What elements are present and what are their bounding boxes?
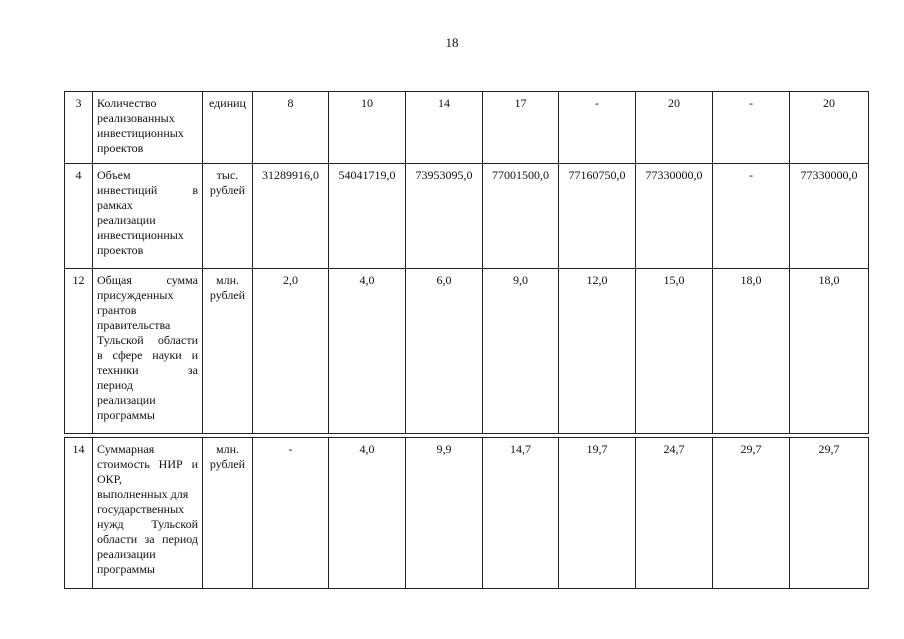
indicator-name-line: техники за <box>97 363 198 377</box>
value-cell: - <box>713 164 790 269</box>
value-cell: 12,0 <box>559 269 636 434</box>
indicator-name-line: Суммарная <box>97 442 155 456</box>
indicator-name-cell <box>93 92 203 164</box>
unit-line: рублей <box>209 457 246 471</box>
indicator-name-cell <box>93 438 203 589</box>
row-number-cell: 3 <box>65 92 93 164</box>
indicator-name-line: инвестиций в <box>97 183 198 197</box>
value-cell: 14 <box>406 92 483 164</box>
value-cell: 6,0 <box>406 269 483 434</box>
indicator-name-line: реализации <box>97 547 156 561</box>
indicator-name-line: государственных <box>97 502 185 516</box>
value-cell: 19,7 <box>559 438 636 589</box>
value-cell: 24,7 <box>636 438 713 589</box>
value-cell: 4,0 <box>329 438 406 589</box>
value-cell: - <box>253 438 329 589</box>
unit-line: млн. <box>215 442 239 456</box>
indicator-name-line: выполненных для <box>97 487 189 501</box>
value-cell: 73953095,0 <box>406 164 483 269</box>
value-cell: 8 <box>253 92 329 164</box>
indicator-name-line: Количество <box>97 96 157 110</box>
value-cell: 20 <box>790 92 869 164</box>
indicators-table-section-2 <box>64 268 869 434</box>
row-number-cell: 14 <box>65 438 93 589</box>
unit-line: тыс. <box>216 168 239 182</box>
indicator-name-line: Объем <box>97 168 131 182</box>
value-cell: 77330000,0 <box>636 164 713 269</box>
indicators-table-section-1 <box>64 91 869 269</box>
value-cell: 31289916,0 <box>253 164 329 269</box>
value-cell: 77001500,0 <box>483 164 559 269</box>
value-cell: 77330000,0 <box>790 164 869 269</box>
value-cell: 2,0 <box>253 269 329 434</box>
unit-line: рублей <box>209 183 246 197</box>
indicator-name-line: ОКР, <box>97 472 122 486</box>
table-row <box>65 164 869 269</box>
table-row <box>65 92 869 164</box>
value-cell: 9,9 <box>406 438 483 589</box>
indicator-name-line: нужд Тульской <box>97 517 198 531</box>
table-row <box>65 438 869 589</box>
value-cell: 77160750,0 <box>559 164 636 269</box>
indicator-name-line: проектов <box>97 141 144 155</box>
indicator-name-line: Общая сумма <box>97 273 198 287</box>
value-cell: 18,0 <box>790 269 869 434</box>
indicator-name-cell <box>93 269 203 434</box>
indicator-name-line: присужденных <box>97 288 174 302</box>
value-cell: 15,0 <box>636 269 713 434</box>
unit-line: рублей <box>209 288 246 302</box>
indicator-name-line: стоимость НИР и <box>97 457 198 471</box>
page-number: 18 <box>445 35 459 50</box>
value-cell: - <box>559 92 636 164</box>
indicator-name-line: период <box>97 378 133 392</box>
indicator-name-line: правительства <box>97 318 171 332</box>
indicator-name-line: инвестиционных <box>97 126 184 140</box>
indicator-name-cell <box>93 164 203 269</box>
unit-line: единиц <box>209 96 246 110</box>
value-cell: 20 <box>636 92 713 164</box>
unit-line: млн. <box>215 273 239 287</box>
unit-cell <box>203 92 253 164</box>
unit-cell <box>203 164 253 269</box>
indicator-name-line: Тульской области <box>97 333 198 347</box>
table-row <box>65 269 869 434</box>
row-number-cell: 4 <box>65 164 93 269</box>
value-cell: 18,0 <box>713 269 790 434</box>
indicator-name-line: инвестиционных <box>97 228 184 242</box>
indicator-name-line: программы <box>97 562 155 576</box>
indicator-name-line: рамках <box>97 198 133 212</box>
value-cell: - <box>713 92 790 164</box>
indicators-table-section-3 <box>64 437 869 589</box>
indicator-name-line: реализации <box>97 213 156 227</box>
value-cell: 4,0 <box>329 269 406 434</box>
indicator-name-line: грантов <box>97 303 137 317</box>
value-cell: 29,7 <box>790 438 869 589</box>
value-cell: 17 <box>483 92 559 164</box>
indicator-name-line: области за период <box>97 532 198 546</box>
indicator-name-line: реализации <box>97 393 156 407</box>
value-cell: 14,7 <box>483 438 559 589</box>
row-number-cell: 12 <box>65 269 93 434</box>
value-cell: 54041719,0 <box>329 164 406 269</box>
unit-cell <box>203 438 253 589</box>
value-cell: 9,0 <box>483 269 559 434</box>
value-cell: 29,7 <box>713 438 790 589</box>
indicator-name-line: проектов <box>97 243 144 257</box>
unit-cell <box>203 269 253 434</box>
indicator-name-line: в сфере науки и <box>97 348 198 362</box>
value-cell: 10 <box>329 92 406 164</box>
indicator-name-line: программы <box>97 408 155 422</box>
indicator-name-line: реализованных <box>97 111 175 125</box>
